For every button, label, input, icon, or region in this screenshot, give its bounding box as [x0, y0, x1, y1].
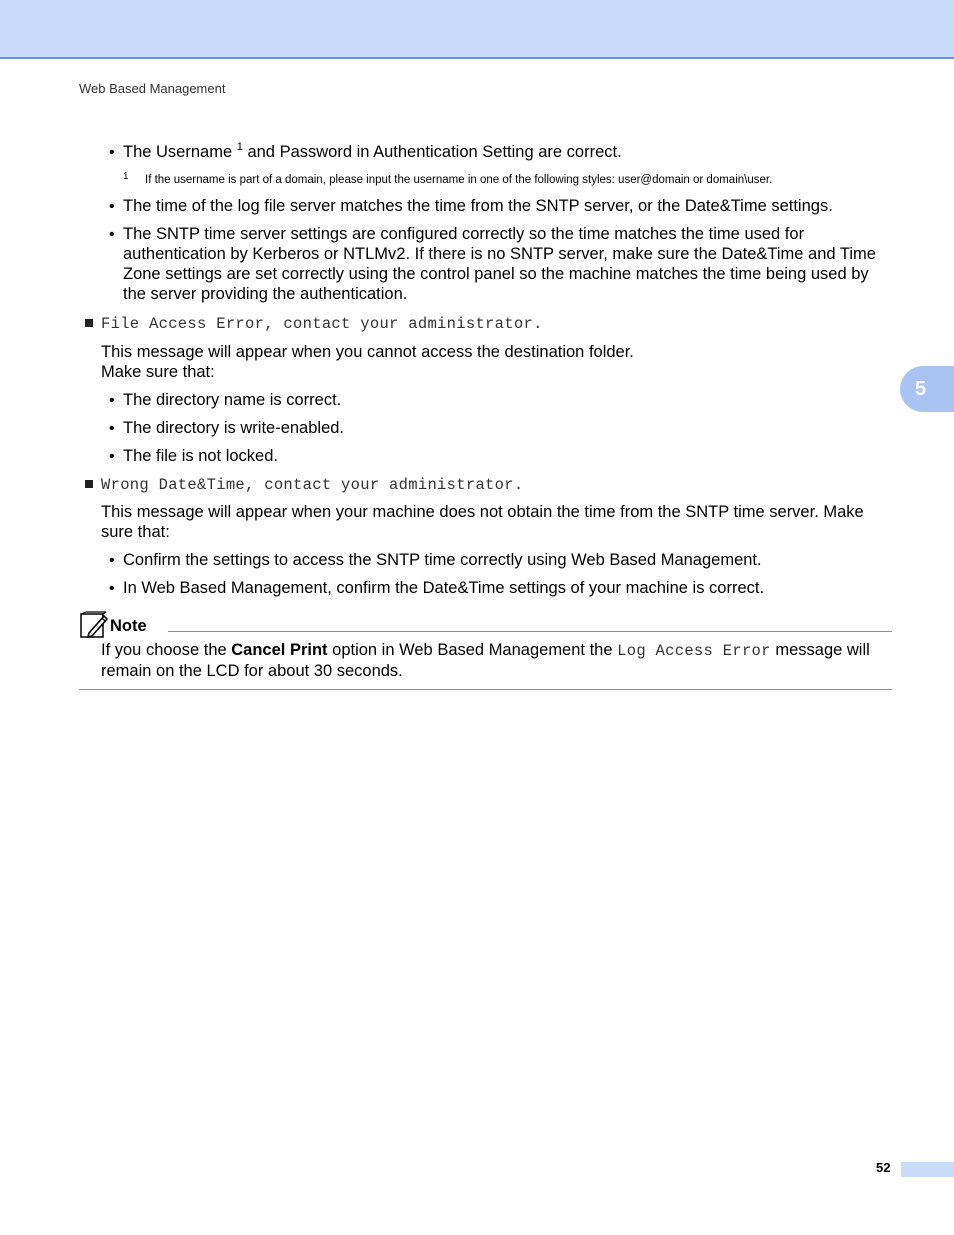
bullet-time: The time of the log file server matches the time from the SNTP server, or the Date&Time settings. [123, 197, 833, 215]
note-text [101, 640, 893, 681]
chapter-tab: 5 [900, 366, 954, 412]
error-date-code: Wrong Date&Time, contact your administrator. [101, 476, 524, 494]
list-item: In Web Based Management, confirm the Date&Time settings of your machine is correct. [123, 579, 765, 597]
note-divider [168, 631, 892, 632]
footnote-text: If the username is part of a domain, please input the username in one of the following styles: user@domain or domain\user. [145, 174, 773, 186]
bullet-dot: • [109, 552, 115, 569]
note-text-middle: option in Web Based Management the [332, 641, 613, 659]
square-bullet [85, 319, 93, 327]
bullet-dot: • [109, 226, 115, 243]
note-bottom-divider [79, 689, 892, 690]
running-header: Web Based Management [79, 81, 226, 96]
bullet-dot: • [109, 448, 115, 465]
bullet-dot: • [109, 144, 115, 161]
list-item: The directory is write-enabled. [123, 419, 345, 437]
bullet-dot: • [109, 392, 115, 409]
bullet-sntp: The SNTP time server settings are configured correctly so the time matches the time used for authentication by Kerberos or NTLMv2. If there is no SNTP server, make sure the Date&Time and Time Zone settings are set correctly using the control panel so the machine matches the time being used by the server providing the authentication. [123, 225, 876, 303]
bullet-username-after: and Password in Authentication Setting are correct. [247, 143, 622, 161]
note-bold: Cancel Print [231, 641, 328, 659]
footnote-mark: 1 [123, 171, 129, 182]
page-number: 52 [876, 1160, 891, 1175]
bullet-username-before: The Username [123, 143, 233, 161]
bullet-username [123, 142, 622, 162]
bullet-dot: • [109, 420, 115, 437]
note-code: Log Access Error [617, 642, 771, 660]
error-file-makesure: Make sure that: [101, 363, 215, 381]
footnote-ref: 1 [236, 141, 243, 153]
note-text-before: If you choose the [101, 641, 227, 659]
note-text-after: message will remain on the LCD for about 30 seconds. [101, 641, 870, 680]
error-file-code: File Access Error, contact your administrator. [101, 315, 543, 333]
error-date-desc: This message will appear when your machine does not obtain the time from the SNTP time server. Make sure that: [101, 503, 864, 541]
error-file-desc: This message will appear when you cannot access the destination folder. [101, 343, 634, 361]
header-band [0, 0, 954, 59]
list-item: Confirm the settings to access the SNTP time correctly using Web Based Management. [123, 551, 762, 569]
bullet-dot: • [109, 198, 115, 215]
note-label: Note [110, 617, 147, 635]
square-bullet [85, 480, 93, 488]
footer-band [901, 1162, 954, 1177]
list-item: The directory name is correct. [123, 391, 342, 409]
list-item: The file is not locked. [123, 447, 278, 465]
bullet-dot: • [109, 580, 115, 597]
